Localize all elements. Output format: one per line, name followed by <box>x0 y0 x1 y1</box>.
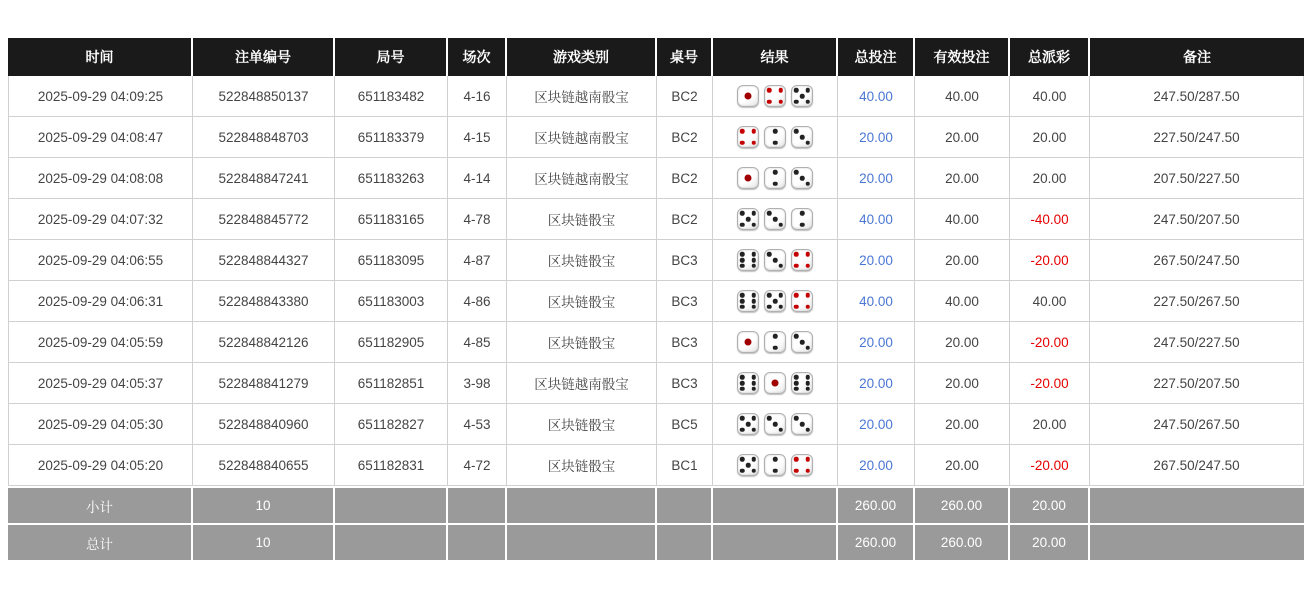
cell-bet_id: 522848841279 <box>193 363 335 404</box>
footer-empty-table_no <box>657 523 713 560</box>
cell-bet_id: 522848845772 <box>193 199 335 240</box>
cell-total-payout: -40.00 <box>1010 199 1090 240</box>
cell-round_id: 651183379 <box>335 117 448 158</box>
cell-total-bet <box>838 199 915 240</box>
table-row <box>8 76 1304 117</box>
cell-result <box>713 281 838 322</box>
cell-total-payout: 20.00 <box>1010 404 1090 445</box>
die-3-icon <box>791 413 813 435</box>
column-header-total_payout: 总派彩 <box>1010 38 1090 76</box>
cell-table_no: BC2 <box>657 117 713 158</box>
cell-result <box>713 240 838 281</box>
total-bet-link[interactable]: 20.00 <box>859 252 893 268</box>
cell-total-bet <box>838 404 915 445</box>
cell-table_no: BC2 <box>657 199 713 240</box>
cell-round_id: 651183263 <box>335 158 448 199</box>
die-2-icon <box>764 331 786 353</box>
cell-bet_id: 522848843380 <box>193 281 335 322</box>
footer-label: 小计 <box>8 486 193 523</box>
cell-time: 2025-09-29 04:05:59 <box>8 322 193 363</box>
total-bet-link[interactable]: 40.00 <box>859 211 893 227</box>
footer-empty-round_id <box>335 523 448 560</box>
die-4-icon <box>764 85 786 107</box>
die-6-icon <box>737 249 759 271</box>
die-1-icon <box>764 372 786 394</box>
cell-game_type: 区块链骰宝 <box>507 281 657 322</box>
column-header-total_bet: 总投注 <box>838 38 915 76</box>
footer-total-bet: 260.00 <box>838 523 915 560</box>
column-header-session: 场次 <box>448 38 507 76</box>
cell-total-payout: -20.00 <box>1010 240 1090 281</box>
footer-valid-bet: 260.00 <box>915 486 1010 523</box>
cell-result <box>713 404 838 445</box>
dice-result <box>715 167 835 189</box>
cell-round_id: 651183482 <box>335 76 448 117</box>
cell-bet_id: 522848848703 <box>193 117 335 158</box>
total-bet-link[interactable]: 40.00 <box>859 88 893 104</box>
dice-result <box>715 454 835 476</box>
dice-result <box>715 208 835 230</box>
cell-time: 2025-09-29 04:05:30 <box>8 404 193 445</box>
column-header-table_no: 桌号 <box>657 38 713 76</box>
cell-game_type: 区块链骰宝 <box>507 404 657 445</box>
total-bet-link[interactable]: 20.00 <box>859 375 893 391</box>
total-bet-link[interactable]: 20.00 <box>859 129 893 145</box>
dice-result <box>715 249 835 271</box>
cell-session: 4-78 <box>448 199 507 240</box>
cell-remark: 227.50/247.50 <box>1090 117 1304 158</box>
cell-valid-bet: 20.00 <box>915 404 1010 445</box>
die-5-icon <box>737 208 759 230</box>
cell-result <box>713 445 838 486</box>
die-1-icon <box>737 85 759 107</box>
cell-game_type: 区块链骰宝 <box>507 199 657 240</box>
table-row <box>8 322 1304 363</box>
footer-valid-bet: 260.00 <box>915 523 1010 560</box>
cell-session: 4-15 <box>448 117 507 158</box>
cell-valid-bet: 20.00 <box>915 240 1010 281</box>
footer-empty-round_id <box>335 486 448 523</box>
die-2-icon <box>764 126 786 148</box>
die-4-icon <box>791 249 813 271</box>
cell-session: 4-87 <box>448 240 507 281</box>
cell-valid-bet: 40.00 <box>915 199 1010 240</box>
cell-round_id: 651182851 <box>335 363 448 404</box>
cell-total-payout: -20.00 <box>1010 322 1090 363</box>
cell-total-bet <box>838 117 915 158</box>
cell-remark: 267.50/247.50 <box>1090 240 1304 281</box>
die-6-icon <box>737 290 759 312</box>
cell-table_no: BC3 <box>657 322 713 363</box>
cell-result <box>713 117 838 158</box>
cell-game_type: 区块链越南骰宝 <box>507 158 657 199</box>
die-3-icon <box>764 249 786 271</box>
cell-session: 4-85 <box>448 322 507 363</box>
cell-session: 4-53 <box>448 404 507 445</box>
cell-round_id: 651182827 <box>335 404 448 445</box>
cell-round_id: 651183165 <box>335 199 448 240</box>
cell-total-bet <box>838 445 915 486</box>
die-6-icon <box>737 372 759 394</box>
cell-total-payout: -20.00 <box>1010 363 1090 404</box>
die-3-icon <box>791 167 813 189</box>
footer-empty-result <box>713 523 838 560</box>
cell-total-bet <box>838 281 915 322</box>
cell-time: 2025-09-29 04:05:20 <box>8 445 193 486</box>
cell-bet_id: 522848840960 <box>193 404 335 445</box>
cell-bet_id: 522848840655 <box>193 445 335 486</box>
die-4-icon <box>791 290 813 312</box>
die-2-icon <box>764 167 786 189</box>
column-header-time: 时间 <box>8 38 193 76</box>
footer-row <box>8 523 1304 560</box>
cell-total-payout: 20.00 <box>1010 117 1090 158</box>
cell-bet_id: 522848847241 <box>193 158 335 199</box>
footer-total-bet: 260.00 <box>838 486 915 523</box>
table-row <box>8 158 1304 199</box>
column-header-valid_bet: 有效投注 <box>915 38 1010 76</box>
cell-game_type: 区块链越南骰宝 <box>507 76 657 117</box>
footer-total-payout: 20.00 <box>1010 523 1090 560</box>
cell-valid-bet: 40.00 <box>915 76 1010 117</box>
cell-total-payout: -20.00 <box>1010 445 1090 486</box>
die-1-icon <box>737 331 759 353</box>
cell-game_type: 区块链骰宝 <box>507 240 657 281</box>
total-bet-link[interactable]: 20.00 <box>859 334 893 350</box>
cell-game_type: 区块链越南骰宝 <box>507 117 657 158</box>
cell-bet_id: 522848842126 <box>193 322 335 363</box>
footer-empty-remark <box>1090 486 1304 523</box>
cell-table_no: BC3 <box>657 281 713 322</box>
cell-session: 4-86 <box>448 281 507 322</box>
cell-remark: 247.50/207.50 <box>1090 199 1304 240</box>
cell-valid-bet: 20.00 <box>915 158 1010 199</box>
bet-records-report <box>8 38 1304 560</box>
die-3-icon <box>791 126 813 148</box>
table-footer <box>8 486 1304 560</box>
cell-table_no: BC2 <box>657 158 713 199</box>
footer-row <box>8 486 1304 523</box>
dice-result <box>715 126 835 148</box>
cell-table_no: BC3 <box>657 240 713 281</box>
table-row <box>8 404 1304 445</box>
total-bet-link[interactable]: 40.00 <box>859 293 893 309</box>
cell-total-payout: 40.00 <box>1010 76 1090 117</box>
dice-result <box>715 413 835 435</box>
footer-empty-remark <box>1090 523 1304 560</box>
cell-round_id: 651182831 <box>335 445 448 486</box>
cell-valid-bet: 20.00 <box>915 445 1010 486</box>
cell-time: 2025-09-29 04:05:37 <box>8 363 193 404</box>
column-header-bet_id: 注单编号 <box>193 38 335 76</box>
table-row <box>8 363 1304 404</box>
cell-result <box>713 199 838 240</box>
column-header-round_id: 局号 <box>335 38 448 76</box>
cell-table_no: BC5 <box>657 404 713 445</box>
die-6-icon <box>791 372 813 394</box>
table-row <box>8 199 1304 240</box>
cell-result <box>713 158 838 199</box>
cell-game_type: 区块链骰宝 <box>507 322 657 363</box>
cell-time: 2025-09-29 04:08:47 <box>8 117 193 158</box>
footer-empty-game_type <box>507 486 657 523</box>
dice-result <box>715 331 835 353</box>
cell-game_type: 区块链骰宝 <box>507 445 657 486</box>
column-header-result: 结果 <box>713 38 838 76</box>
table-row <box>8 281 1304 322</box>
bet-records-table <box>8 38 1304 560</box>
cell-total-bet <box>838 158 915 199</box>
cell-session: 4-16 <box>448 76 507 117</box>
cell-bet_id: 522848844327 <box>193 240 335 281</box>
header-row <box>8 38 1304 76</box>
cell-total-payout: 20.00 <box>1010 158 1090 199</box>
total-bet-link[interactable]: 20.00 <box>859 457 893 473</box>
cell-round_id: 651183003 <box>335 281 448 322</box>
cell-table_no: BC2 <box>657 76 713 117</box>
dice-result <box>715 85 835 107</box>
cell-remark: 247.50/267.50 <box>1090 404 1304 445</box>
die-3-icon <box>764 413 786 435</box>
column-header-game_type: 游戏类别 <box>507 38 657 76</box>
cell-round_id: 651182905 <box>335 322 448 363</box>
cell-valid-bet: 40.00 <box>915 281 1010 322</box>
footer-bet-count: 10 <box>193 523 335 560</box>
cell-result <box>713 322 838 363</box>
cell-total-bet <box>838 363 915 404</box>
die-5-icon <box>737 454 759 476</box>
footer-empty-game_type <box>507 523 657 560</box>
cell-time: 2025-09-29 04:09:25 <box>8 76 193 117</box>
cell-bet_id: 522848850137 <box>193 76 335 117</box>
footer-empty-result <box>713 486 838 523</box>
die-4-icon <box>791 454 813 476</box>
total-bet-link[interactable]: 20.00 <box>859 416 893 432</box>
cell-remark: 227.50/207.50 <box>1090 363 1304 404</box>
cell-table_no: BC1 <box>657 445 713 486</box>
footer-empty-session <box>448 486 507 523</box>
die-3-icon <box>791 331 813 353</box>
cell-game_type: 区块链越南骰宝 <box>507 363 657 404</box>
die-5-icon <box>737 413 759 435</box>
cell-session: 4-14 <box>448 158 507 199</box>
cell-valid-bet: 20.00 <box>915 117 1010 158</box>
die-2-icon <box>764 454 786 476</box>
die-5-icon <box>764 290 786 312</box>
die-1-icon <box>737 167 759 189</box>
cell-session: 3-98 <box>448 363 507 404</box>
table-row <box>8 117 1304 158</box>
cell-total-bet <box>838 322 915 363</box>
footer-bet-count: 10 <box>193 486 335 523</box>
cell-total-bet <box>838 76 915 117</box>
cell-remark: 207.50/227.50 <box>1090 158 1304 199</box>
table-row <box>8 445 1304 486</box>
cell-session: 4-72 <box>448 445 507 486</box>
cell-remark: 247.50/227.50 <box>1090 322 1304 363</box>
die-2-icon <box>791 208 813 230</box>
total-bet-link[interactable]: 20.00 <box>859 170 893 186</box>
footer-total-payout: 20.00 <box>1010 486 1090 523</box>
cell-remark: 227.50/267.50 <box>1090 281 1304 322</box>
die-4-icon <box>737 126 759 148</box>
table-body <box>8 76 1304 486</box>
footer-label: 总计 <box>8 523 193 560</box>
cell-valid-bet: 20.00 <box>915 322 1010 363</box>
cell-time: 2025-09-29 04:06:55 <box>8 240 193 281</box>
die-5-icon <box>791 85 813 107</box>
cell-remark: 267.50/247.50 <box>1090 445 1304 486</box>
cell-total-bet <box>838 240 915 281</box>
dice-result <box>715 372 835 394</box>
cell-valid-bet: 20.00 <box>915 363 1010 404</box>
footer-empty-table_no <box>657 486 713 523</box>
cell-time: 2025-09-29 04:07:32 <box>8 199 193 240</box>
cell-round_id: 651183095 <box>335 240 448 281</box>
cell-total-payout: 40.00 <box>1010 281 1090 322</box>
cell-result <box>713 76 838 117</box>
cell-time: 2025-09-29 04:08:08 <box>8 158 193 199</box>
cell-table_no: BC3 <box>657 363 713 404</box>
cell-result <box>713 363 838 404</box>
table-row <box>8 240 1304 281</box>
column-header-remark: 备注 <box>1090 38 1304 76</box>
cell-remark: 247.50/287.50 <box>1090 76 1304 117</box>
die-3-icon <box>764 208 786 230</box>
cell-time: 2025-09-29 04:06:31 <box>8 281 193 322</box>
dice-result <box>715 290 835 312</box>
footer-empty-session <box>448 523 507 560</box>
